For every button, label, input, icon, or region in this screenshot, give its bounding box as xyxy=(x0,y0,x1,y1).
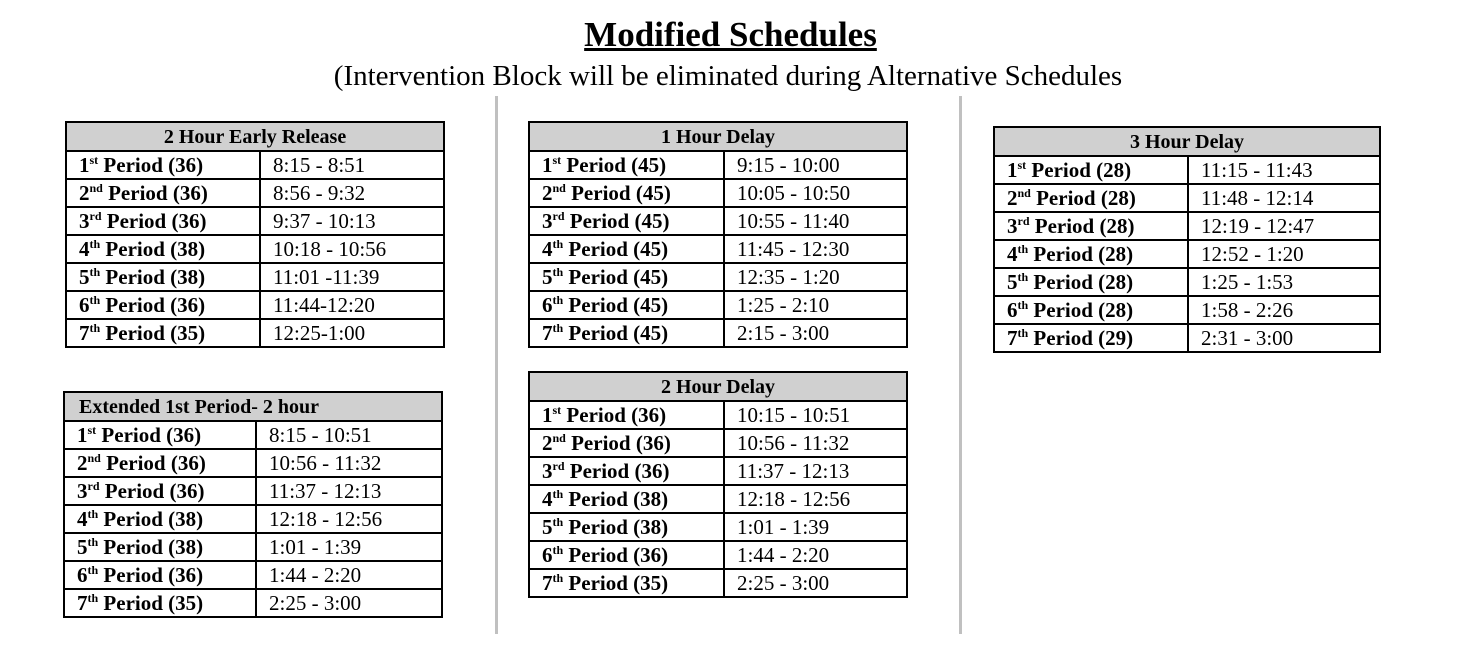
schedule-table-early-release xyxy=(65,121,445,348)
time-cell: 10:18 - 10:56 xyxy=(260,235,444,263)
time-cell: 12:35 - 1:20 xyxy=(724,263,907,291)
table-row xyxy=(64,421,442,449)
time-cell: 1:58 - 2:26 xyxy=(1188,296,1380,324)
time-cell: 2:15 - 3:00 xyxy=(724,319,907,347)
period-cell: 5th Period (38) xyxy=(66,263,260,291)
period-cell: 5th Period (45) xyxy=(529,263,724,291)
time-cell: 12:52 - 1:20 xyxy=(1188,240,1380,268)
time-cell: 8:56 - 9:32 xyxy=(260,179,444,207)
time-cell: 12:18 - 12:56 xyxy=(724,485,907,513)
period-cell: 7th Period (29) xyxy=(994,324,1188,352)
table-row xyxy=(529,457,907,485)
page-title: Modified Schedules xyxy=(584,15,877,54)
time-cell: 2:25 - 3:00 xyxy=(256,589,442,617)
time-cell: 11:44-12:20 xyxy=(260,291,444,319)
table-row xyxy=(529,151,907,179)
time-cell: 1:01 - 1:39 xyxy=(724,513,907,541)
period-cell: 7th Period (35) xyxy=(529,569,724,597)
time-cell: 12:25-1:00 xyxy=(260,319,444,347)
period-cell: 3rd Period (45) xyxy=(529,207,724,235)
time-cell: 2:25 - 3:00 xyxy=(724,569,907,597)
schedule-header: 2 Hour Early Release xyxy=(66,122,444,151)
table-row xyxy=(64,589,442,617)
period-cell: 4th Period (38) xyxy=(66,235,260,263)
time-cell: 9:37 - 10:13 xyxy=(260,207,444,235)
table-row xyxy=(66,291,444,319)
time-cell: 10:55 - 11:40 xyxy=(724,207,907,235)
table-row xyxy=(994,296,1380,324)
table-row xyxy=(66,151,444,179)
period-cell: 7th Period (45) xyxy=(529,319,724,347)
period-cell: 1st Period (45) xyxy=(529,151,724,179)
period-cell: 5th Period (38) xyxy=(529,513,724,541)
table-row xyxy=(64,477,442,505)
schedule-header: 3 Hour Delay xyxy=(994,127,1380,156)
time-cell: 8:15 - 8:51 xyxy=(260,151,444,179)
time-cell: 10:15 - 10:51 xyxy=(724,401,907,429)
time-cell: 2:31 - 3:00 xyxy=(1188,324,1380,352)
period-cell: 1st Period (28) xyxy=(994,156,1188,184)
time-cell: 11:15 - 11:43 xyxy=(1188,156,1380,184)
table-row xyxy=(529,207,907,235)
period-cell: 7th Period (35) xyxy=(64,589,256,617)
period-cell: 2nd Period (36) xyxy=(66,179,260,207)
table-row xyxy=(66,263,444,291)
time-cell: 11:37 - 12:13 xyxy=(724,457,907,485)
period-cell: 2nd Period (36) xyxy=(64,449,256,477)
period-cell: 6th Period (36) xyxy=(64,561,256,589)
time-cell: 1:25 - 2:10 xyxy=(724,291,907,319)
time-cell: 1:44 - 2:20 xyxy=(724,541,907,569)
period-cell: 6th Period (45) xyxy=(529,291,724,319)
period-cell: 3rd Period (36) xyxy=(529,457,724,485)
time-cell: 11:37 - 12:13 xyxy=(256,477,442,505)
period-cell: 5th Period (38) xyxy=(64,533,256,561)
table-row xyxy=(994,240,1380,268)
table-row xyxy=(66,207,444,235)
time-cell: 11:01 -11:39 xyxy=(260,263,444,291)
time-cell: 10:56 - 11:32 xyxy=(724,429,907,457)
table-row xyxy=(66,235,444,263)
period-cell: 4th Period (45) xyxy=(529,235,724,263)
time-cell: 10:56 - 11:32 xyxy=(256,449,442,477)
time-cell: 8:15 - 10:51 xyxy=(256,421,442,449)
time-cell: 1:44 - 2:20 xyxy=(256,561,442,589)
period-cell: 6th Period (36) xyxy=(66,291,260,319)
column-divider-left xyxy=(495,96,498,634)
period-cell: 6th Period (28) xyxy=(994,296,1188,324)
period-cell: 2nd Period (45) xyxy=(529,179,724,207)
period-cell: 3rd Period (36) xyxy=(64,477,256,505)
schedule-table-three-hour-delay xyxy=(993,126,1381,353)
table-row xyxy=(994,268,1380,296)
period-cell: 5th Period (28) xyxy=(994,268,1188,296)
table-row xyxy=(64,505,442,533)
period-cell: 3rd Period (36) xyxy=(66,207,260,235)
time-cell: 10:05 - 10:50 xyxy=(724,179,907,207)
schedule-header: 1 Hour Delay xyxy=(529,122,907,151)
time-cell: 12:18 - 12:56 xyxy=(256,505,442,533)
table-row xyxy=(529,569,907,597)
time-cell: 9:15 - 10:00 xyxy=(724,151,907,179)
time-cell: 11:48 - 12:14 xyxy=(1188,184,1380,212)
time-cell: 11:45 - 12:30 xyxy=(724,235,907,263)
period-cell: 4th Period (28) xyxy=(994,240,1188,268)
table-row xyxy=(994,212,1380,240)
period-cell: 1st Period (36) xyxy=(64,421,256,449)
table-row xyxy=(66,179,444,207)
period-cell: 7th Period (35) xyxy=(66,319,260,347)
table-row xyxy=(66,319,444,347)
table-row xyxy=(64,561,442,589)
table-row xyxy=(529,485,907,513)
period-cell: 3rd Period (28) xyxy=(994,212,1188,240)
time-cell: 1:01 - 1:39 xyxy=(256,533,442,561)
table-row xyxy=(64,449,442,477)
period-cell: 4th Period (38) xyxy=(529,485,724,513)
time-cell: 12:19 - 12:47 xyxy=(1188,212,1380,240)
period-cell: 4th Period (38) xyxy=(64,505,256,533)
period-cell: 1st Period (36) xyxy=(529,401,724,429)
period-cell: 2nd Period (28) xyxy=(994,184,1188,212)
table-row xyxy=(994,324,1380,352)
page-subtitle: (Intervention Block will be eliminated during Alternative Schedules xyxy=(333,60,1123,92)
table-row xyxy=(529,513,907,541)
time-cell: 1:25 - 1:53 xyxy=(1188,268,1380,296)
schedule-header: 2 Hour Delay xyxy=(529,372,907,401)
column-divider-right xyxy=(959,96,962,634)
table-row xyxy=(529,179,907,207)
period-cell: 1st Period (36) xyxy=(66,151,260,179)
table-row xyxy=(994,156,1380,184)
table-row xyxy=(529,263,907,291)
table-row xyxy=(529,541,907,569)
table-row xyxy=(529,429,907,457)
schedule-header: Extended 1st Period- 2 hour xyxy=(64,392,442,421)
table-row xyxy=(529,291,907,319)
schedule-table-extended-first-period xyxy=(63,391,443,618)
table-row xyxy=(529,319,907,347)
table-row xyxy=(529,235,907,263)
table-row xyxy=(994,184,1380,212)
period-cell: 6th Period (36) xyxy=(529,541,724,569)
table-row xyxy=(64,533,442,561)
schedule-table-one-hour-delay xyxy=(528,121,908,348)
schedule-table-two-hour-delay xyxy=(528,371,908,598)
period-cell: 2nd Period (36) xyxy=(529,429,724,457)
table-row xyxy=(529,401,907,429)
